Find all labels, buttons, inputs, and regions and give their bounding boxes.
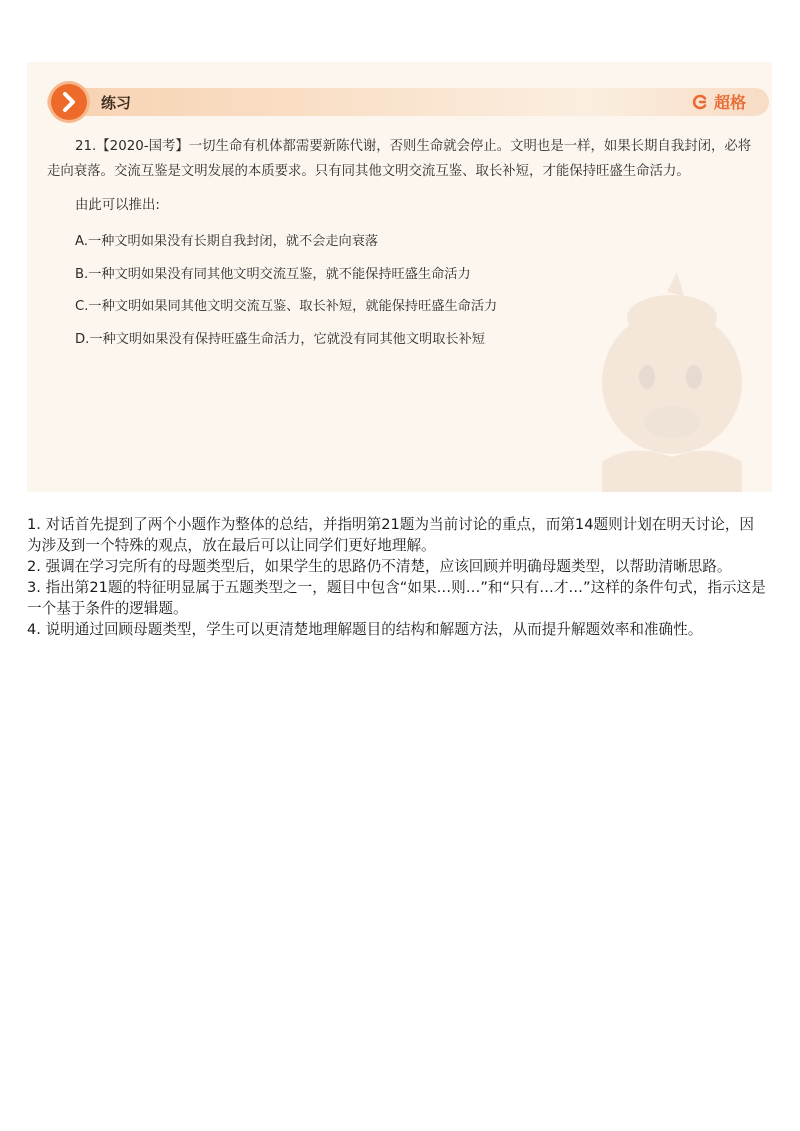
note-item: 4. 说明通过回顾母题类型，学生可以更清楚地理解题目的结构和解题方法，从而提升解题效率和准确性。 [27,621,703,638]
brand-logo [692,90,746,113]
question-text [47,134,759,184]
question-prompt: 由此可以推出: [75,198,160,213]
option-b: B.一种文明如果没有同其他文明交流互鉴，就不能保持旺盛生命活力 [75,267,471,282]
note-item: 2. 强调在学习完所有的母题类型后，如果学生的思路仍不清楚，应该回顾并明确母题类型，以帮助清晰思路。 [27,558,732,575]
arrow-right-icon [51,84,87,120]
note-item: 3. 指出第21题的特征明显属于五题类型之一，题目中包含“如果…则…”和“只有…才…”这样的条件句式，指示这是一个基于条件的逻辑题。 [27,579,766,617]
brand-icon [692,94,708,110]
section-header-bar [47,88,769,116]
option-a: A.一种文明如果没有长期自我封闭，就不会走向衰落 [75,234,379,249]
mascot-watermark-icon [572,272,772,492]
lecture-slide [27,62,772,492]
note-item: 1. 对话首先提到了两个小题作为整体的总结，并指明第21题为当前讨论的重点，而第14题则计划在明天讨论，因为涉及到一个特殊的观点，放在最后可以让同学们更好地理解。 [27,516,755,554]
option-d: D.一种文明如果没有保持旺盛生命活力，它就没有同其他文明取长补短 [75,332,485,347]
option-c: C.一种文明如果同其他文明交流互鉴、取长补短，就能保持旺盛生命活力 [75,299,498,314]
question-paragraph: 21.【2020-国考】一切生命有机体都需要新陈代谢，否则生命就会停止。文明也是一样，如果长期自我封闭，必将走向衰落。交流互鉴是文明发展的本质要求。只有同其他文明交流互鉴、取长补短，才能保持旺盛生命活力。 [47,139,752,179]
section-title: 练习 [101,94,132,112]
summary-notes [27,514,767,640]
brand-name: 超格 [713,93,746,112]
